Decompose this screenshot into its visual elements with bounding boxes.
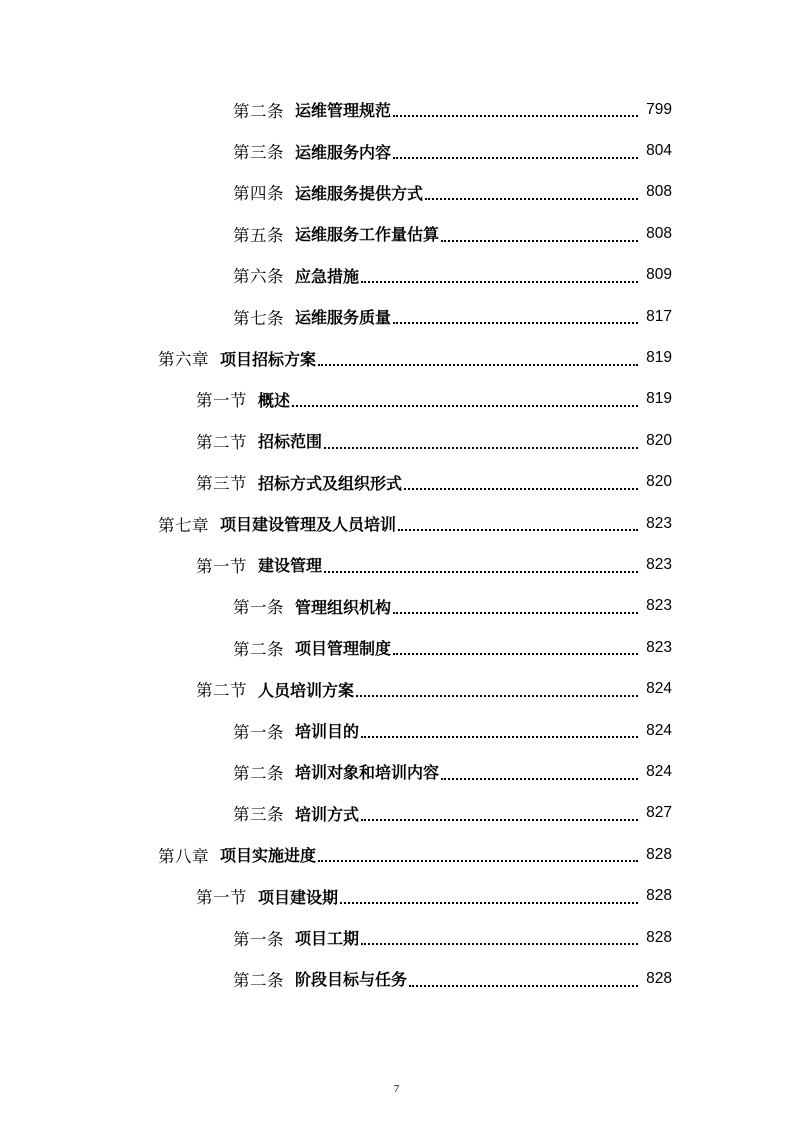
dot-leader (318, 859, 638, 862)
toc-entry-page-number: 817 (646, 307, 672, 325)
toc-entry-number: 第六章 (158, 350, 209, 370)
toc-entry-article[interactable] (0, 213, 793, 254)
toc-entry-title: 运维服务工作量估算 (295, 225, 440, 245)
toc-entry-article[interactable] (0, 172, 793, 213)
toc-entry-article[interactable] (0, 586, 793, 627)
toc-entry-section[interactable] (0, 544, 793, 585)
toc-entry-page-number: 823 (646, 597, 672, 615)
toc-entry-article[interactable] (0, 89, 793, 130)
dot-leader (441, 239, 638, 242)
toc-entry-number: 第一节 (196, 888, 247, 908)
dot-leader (292, 404, 638, 407)
toc-entry-title: 项目招标方案 (220, 349, 317, 369)
dot-leader (324, 570, 638, 573)
toc-entry-page-number: 799 (646, 100, 672, 118)
toc-entry-chapter[interactable] (0, 337, 793, 378)
toc-entry-section[interactable] (0, 875, 793, 916)
toc-entry-article[interactable] (0, 958, 793, 999)
toc-entry-title: 项目实施进度 (220, 846, 317, 866)
toc-entry-number: 第一条 (233, 929, 284, 949)
toc-entry-number: 第二节 (196, 681, 247, 701)
toc-entry-page-number: 823 (646, 555, 672, 573)
toc-entry-title: 培训方式 (295, 804, 360, 824)
toc-entry-title: 应急措施 (295, 266, 360, 286)
toc-entry-chapter[interactable] (0, 834, 793, 875)
toc-entry-article[interactable] (0, 296, 793, 337)
dot-leader (324, 446, 638, 449)
toc-entry-number: 第三条 (233, 143, 284, 163)
toc-entry-title: 项目建设期 (258, 887, 339, 907)
toc-entry-title: 阶段目标与任务 (295, 970, 408, 990)
toc-entry-title: 项目管理制度 (295, 639, 392, 659)
toc-entry-article[interactable] (0, 130, 793, 171)
table-of-contents (0, 89, 793, 1000)
dot-leader (398, 528, 638, 531)
toc-entry-title: 建设管理 (258, 556, 323, 576)
dot-leader (361, 818, 638, 821)
toc-entry-title: 培训对象和培训内容 (295, 763, 440, 783)
toc-entry-number: 第一节 (196, 391, 247, 411)
dot-leader (393, 321, 638, 324)
toc-entry-section[interactable] (0, 462, 793, 503)
toc-entry-article[interactable] (0, 793, 793, 834)
toc-entry-article[interactable] (0, 751, 793, 792)
toc-entry-number: 第二条 (233, 639, 284, 659)
toc-entry-number: 第一条 (233, 722, 284, 742)
toc-entry-number: 第三条 (233, 805, 284, 825)
toc-entry-number: 第一条 (233, 598, 284, 618)
toc-entry-title: 概述 (258, 390, 291, 410)
dot-leader (356, 694, 638, 697)
toc-entry-section[interactable] (0, 420, 793, 461)
dot-leader (409, 984, 638, 987)
toc-entry-page-number: 824 (646, 680, 672, 698)
dot-leader (340, 901, 638, 904)
toc-entry-article[interactable] (0, 917, 793, 958)
toc-entry-page-number: 827 (646, 804, 672, 822)
dot-leader (393, 156, 638, 159)
dot-leader (318, 363, 638, 366)
dot-leader (441, 777, 638, 780)
toc-entry-page-number: 823 (646, 638, 672, 656)
toc-entry-number: 第一节 (196, 556, 247, 576)
toc-entry-number: 第二节 (196, 432, 247, 452)
toc-entry-page-number: 820 (646, 473, 672, 491)
toc-entry-page-number: 808 (646, 183, 672, 201)
toc-entry-number: 第二条 (233, 763, 284, 783)
dot-leader (361, 735, 638, 738)
toc-entry-title: 运维管理规范 (295, 101, 392, 121)
toc-entry-section[interactable] (0, 379, 793, 420)
toc-entry-title: 项目工期 (295, 929, 360, 948)
toc-entry-number: 第三节 (196, 474, 247, 494)
dot-leader (404, 487, 638, 490)
toc-entry-page-number: 823 (646, 514, 672, 532)
toc-entry-number: 第七条 (233, 308, 284, 328)
toc-entry-title: 运维服务内容 (295, 142, 392, 162)
toc-entry-page-number: 820 (646, 431, 672, 449)
dot-leader (361, 280, 638, 283)
toc-entry-article[interactable] (0, 627, 793, 668)
toc-entry-number: 第七章 (158, 515, 209, 535)
toc-entry-number: 第四条 (233, 184, 284, 204)
toc-entry-article[interactable] (0, 710, 793, 751)
toc-entry-page-number: 819 (646, 349, 672, 367)
toc-entry-number: 第八章 (158, 846, 209, 866)
toc-entry-title: 招标范围 (258, 432, 323, 452)
toc-entry-number: 第六条 (233, 267, 284, 287)
toc-entry-page-number: 809 (646, 266, 672, 284)
toc-entry-page-number: 824 (646, 721, 672, 739)
toc-entry-chapter[interactable] (0, 503, 793, 544)
dot-leader (393, 611, 638, 614)
toc-entry-title: 人员培训方案 (258, 680, 355, 700)
toc-entry-page-number: 828 (646, 969, 672, 987)
toc-entry-number: 第五条 (233, 225, 284, 245)
toc-entry-page-number: 828 (646, 845, 672, 863)
toc-entry-title: 管理组织机构 (295, 597, 392, 617)
toc-entry-article[interactable] (0, 255, 793, 296)
dot-leader (393, 652, 638, 655)
dot-leader (361, 942, 638, 945)
toc-entry-title: 招标方式及组织形式 (258, 473, 403, 493)
page-number: 7 (393, 1083, 400, 1095)
toc-entry-title: 运维服务提供方式 (295, 183, 424, 203)
toc-entry-number: 第二条 (233, 970, 284, 990)
toc-entry-title: 培训目的 (295, 722, 360, 742)
toc-entry-page-number: 828 (646, 887, 672, 905)
toc-entry-title: 运维服务质量 (295, 308, 392, 328)
toc-entry-page-number: 808 (646, 224, 672, 242)
toc-entry-number: 第二条 (233, 101, 284, 121)
toc-entry-title: 项目建设管理及人员培训 (220, 515, 397, 535)
toc-entry-page-number: 804 (646, 142, 672, 160)
toc-entry-page-number: 819 (646, 390, 672, 408)
dot-leader (393, 114, 638, 117)
toc-entry-section[interactable] (0, 668, 793, 709)
toc-entry-page-number: 824 (646, 762, 672, 780)
toc-entry-page-number: 828 (646, 928, 672, 946)
dot-leader (425, 197, 638, 200)
